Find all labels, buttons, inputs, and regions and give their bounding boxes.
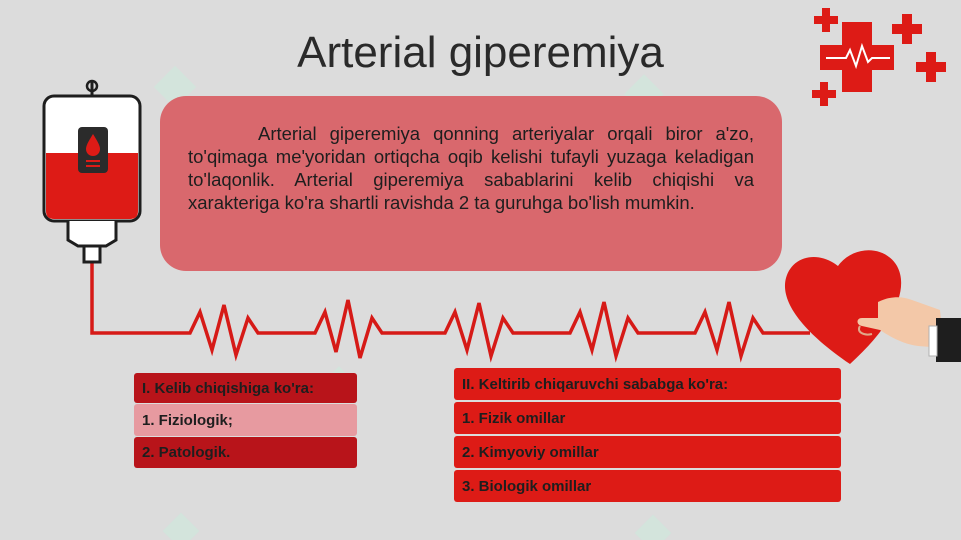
- group2-item-kimyoviy: 2. Kimyoviy omillar: [454, 436, 841, 468]
- group2-item-fizik: 1. Fizik omillar: [454, 402, 841, 434]
- page-title: Arterial giperemiya: [297, 28, 664, 77]
- blood-bag-icon: [44, 80, 140, 262]
- description-text: Arterial giperemiya qonning arteriyalar orqali biror a'zo, to'qimaga me'yoridan ortiqcha oqib kelishi tufayli yuzaga keladigan to'laqonlik. Arterial giperemiya sabablarini kelib chiqishi va xarakteriga ko'ra shartli ravishda 2 ta guruhga bo'lish mumkin.: [188, 123, 754, 213]
- group1-header: I. Kelib chiqishiga ko'ra:: [134, 373, 357, 403]
- group1-item-patologik: 2. Patologik.: [134, 437, 357, 468]
- group1-item-fiziologik: 1. Fiziologik;: [134, 404, 357, 436]
- heart-in-hand-icon: [785, 250, 961, 364]
- group2-header: II. Keltirib chiqaruvchi sababga ko'ra:: [454, 368, 841, 400]
- heartbeat-line-icon: [92, 262, 810, 358]
- group2-item-biologik: 3. Biologik omillar: [454, 470, 841, 502]
- description-box: [160, 96, 782, 271]
